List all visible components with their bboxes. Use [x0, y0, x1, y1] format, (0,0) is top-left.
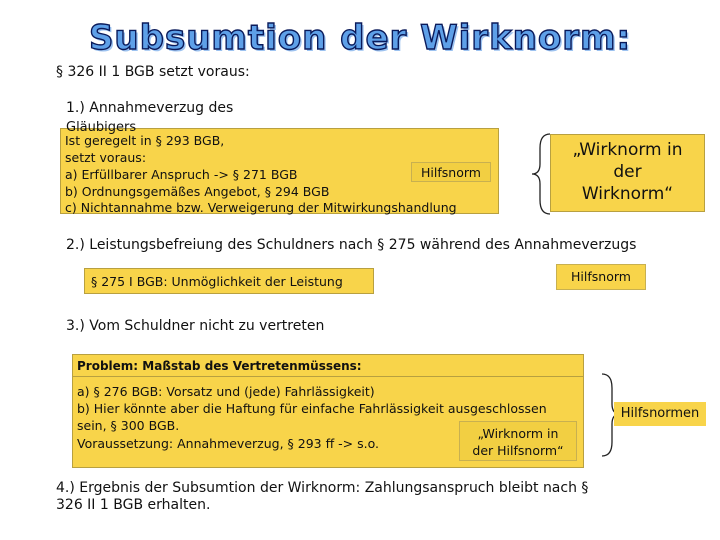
- section3-heading: 3.) Vom Schuldner nicht zu vertreten: [66, 318, 325, 334]
- section2-heading: 2.) Leistungsbefreiung des Schuldners nach § 275 während des Annahmeverzugs: [66, 237, 637, 253]
- hilfsnormen-tag: Hilfsnormen: [614, 402, 706, 426]
- section3-box-line: sein, § 300 BGB.: [77, 418, 180, 433]
- intro-text: § 326 II 1 BGB setzt voraus:: [56, 64, 250, 80]
- section1-heading-line2: Gläubigers: [66, 120, 137, 135]
- section1-heading-line1: 1.) Annahmeverzug des: [66, 100, 234, 116]
- left-bracket: [532, 134, 550, 214]
- hilfsnorm-tag: Hilfsnorm: [411, 162, 491, 182]
- callout-line: der: [613, 162, 642, 182]
- section4-line2: 326 II 1 BGB erhalten.: [56, 497, 211, 513]
- problem-title: Problem: Maßstab des Vertretenmüssens:: [73, 355, 583, 377]
- section3-box: [72, 354, 584, 468]
- callout-line: Wirknorm“: [581, 184, 674, 204]
- section2-box: § 275 I BGB: Unmöglichkeit der Leistung: [84, 268, 374, 294]
- wirknorm-callout: [550, 134, 705, 212]
- section1-box-line: setzt voraus:: [65, 150, 147, 165]
- section1-box-line: b) Ordnungsgemäßes Angebot, § 294 BGB: [65, 184, 330, 199]
- wirknorm-hilfsnorm-callout: [459, 421, 577, 461]
- section1-box: [60, 128, 499, 214]
- callout-line: der Hilfsnorm“: [472, 443, 564, 458]
- section3-box-line: a) § 276 BGB: Vorsatz und (jede) Fahrlässigkeit): [77, 384, 375, 399]
- section3-box-line: Voraussetzung: Annahmeverzug, § 293 ff -> s.o.: [77, 436, 380, 451]
- page-title: Subsumtion der Wirknorm:: [88, 18, 632, 58]
- section1-box-line: a) Erfüllbarer Anspruch -> § 271 BGB: [65, 167, 298, 182]
- callout-line: „Wirknorm in: [572, 140, 683, 160]
- section1-box-line: Ist geregelt in § 293 BGB,: [65, 133, 225, 148]
- callout-line: „Wirknorm in: [477, 426, 559, 441]
- section1-box-line: c) Nichtannahme bzw. Verweigerung der Mitwirkungshandlung: [65, 200, 457, 215]
- section4-line1: 4.) Ergebnis der Subsumtion der Wirknorm: Zahlungsanspruch bleibt nach §: [56, 480, 589, 496]
- section3-box-line: b) Hier könnte aber die Haftung für einfache Fahrlässigkeit ausgeschlossen: [77, 401, 547, 416]
- hilfsnorm-tag: Hilfsnorm: [556, 264, 646, 290]
